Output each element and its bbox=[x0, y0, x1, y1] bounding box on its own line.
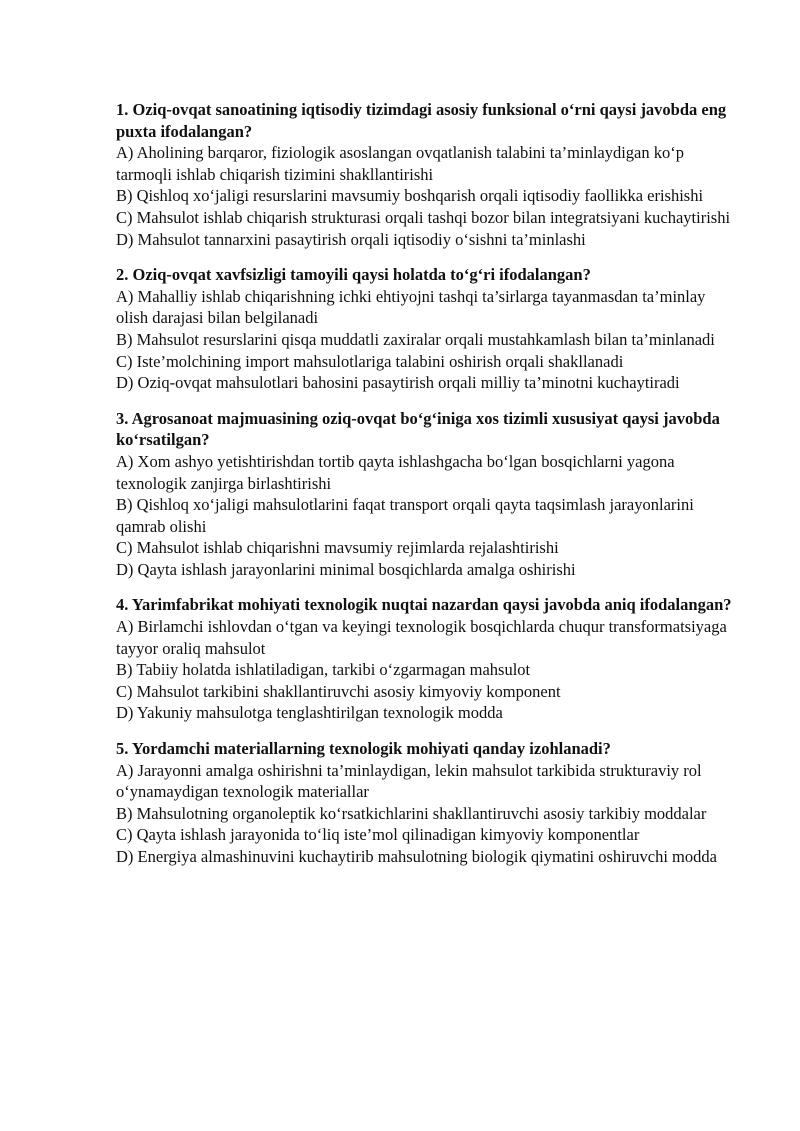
question-5 bbox=[116, 738, 736, 868]
option-b: B) Tabiiy holatda ishlatiladigan, tarkibi o‘zgarmagan mahsulot bbox=[116, 660, 531, 680]
option-b: B) Qishloq xo‘jaligi mahsulotlarini faqat transport orqali qayta taqsimlash jarayonlarini qamrab olishi bbox=[116, 495, 694, 536]
option-d: D) Oziq-ovqat mahsulotlari bahosini pasaytirish orqali milliy ta’minotni kuchaytiradi bbox=[116, 373, 680, 393]
option-a: A) Birlamchi ishlovdan o‘tgan va keyingi texnologik bosqichlarda chuqur transformatsiyaga tayyor oraliq mahsulot bbox=[116, 617, 727, 658]
question-title: 4. Yarimfabrikat mohiyati texnologik nuqtai nazardan qaysi javobda aniq ifodalangan? bbox=[116, 595, 732, 615]
document-page bbox=[116, 99, 736, 882]
option-d: D) Energiya almashinuvini kuchaytirib mahsulotning biologik qiymatini oshiruvchi modda bbox=[116, 847, 717, 866]
option-a: A) Xom ashyo yetishtirishdan tortib qayta ishlashgacha bo‘lgan bosqichlarni yagona texnologik zanjirga birlashtirishi bbox=[116, 451, 675, 493]
option-c: C) Mahsulot ishlab chiqarishni mavsumiy rejimlarda rejalashtirishi bbox=[116, 538, 559, 558]
option-a: A) Mahalliy ishlab chiqarishning ichki ehtiyojni tashqi ta’sirlarga tayanmasdan ta’minlay olish darajasi bilan belgilanadi bbox=[116, 286, 706, 328]
option-b: B) Qishloq xo‘jaligi resurslarini mavsumiy boshqarish orqali iqtisodiy faollikka erishishi bbox=[116, 186, 704, 206]
option-c: C) Mahsulot ishlab chiqarish strukturasi orqali tashqi bozor bilan integratsiyani kuchaytirishi bbox=[116, 207, 731, 227]
question-4 bbox=[116, 594, 736, 724]
option-b: B) Mahsulot resurslarini qisqa muddatli zaxiralar orqali mustahkamlash bilan ta’minlanadi bbox=[116, 329, 715, 349]
question-title: 5. Yordamchi materiallarning texnologik mohiyati qanday izohlanadi? bbox=[116, 739, 611, 759]
question-title: 1. Oziq-ovqat sanoatining iqtisodiy tizimdagi asosiy funksional o‘rni qaysi javobda eng puxta ifodalangan? bbox=[116, 100, 727, 141]
option-d: D) Qayta ishlash jarayonlarini minimal bosqichlarda amalga oshirishi bbox=[116, 559, 576, 579]
question-title: 3. Agrosanoat majmuasining oziq-ovqat bo‘g‘iniga xos tizimli xususiyat qaysi javobda ko‘rsatilgan? bbox=[116, 408, 720, 450]
option-d: D) Mahsulot tannarxini pasaytirish orqali iqtisodiy o‘sishni ta’minlashi bbox=[116, 229, 586, 249]
question-title: 2. Oziq-ovqat xavfsizligi tamoyili qaysi holatda to‘g‘ri ifodalangan? bbox=[116, 265, 591, 285]
option-d: D) Yakuniy mahsulotga tenglashtirilgan texnologik modda bbox=[116, 703, 503, 723]
question-3 bbox=[116, 408, 736, 581]
option-c: C) Iste’molchining import mahsulotlariga talabini oshirish orqali shakllanadi bbox=[116, 351, 624, 371]
option-c: C) Qayta ishlash jarayonida to‘liq iste’mol qilinadigan kimyoviy komponentlar bbox=[116, 825, 640, 845]
option-a: A) Jarayonni amalga oshirishni ta’minlaydigan, lekin mahsulot tarkibida strukturaviy rol o‘ynamaydigan texnologik materiallar bbox=[116, 760, 702, 802]
question-1 bbox=[116, 99, 736, 250]
option-a: A) Aholining barqaror, fiziologik asoslangan ovqatlanish talabini ta’minlaydigan ko‘p tarmoqli ishlab chiqarish tizimini shakllantirishi bbox=[116, 143, 685, 184]
option-c: C) Mahsulot tarkibini shakllantiruvchi asosiy kimyoviy komponent bbox=[116, 681, 561, 701]
option-b: B) Mahsulotning organoleptik ko‘rsatkichlarini shakllantiruvchi asosiy tarkibiy moddalar bbox=[116, 803, 707, 823]
question-2 bbox=[116, 264, 736, 394]
